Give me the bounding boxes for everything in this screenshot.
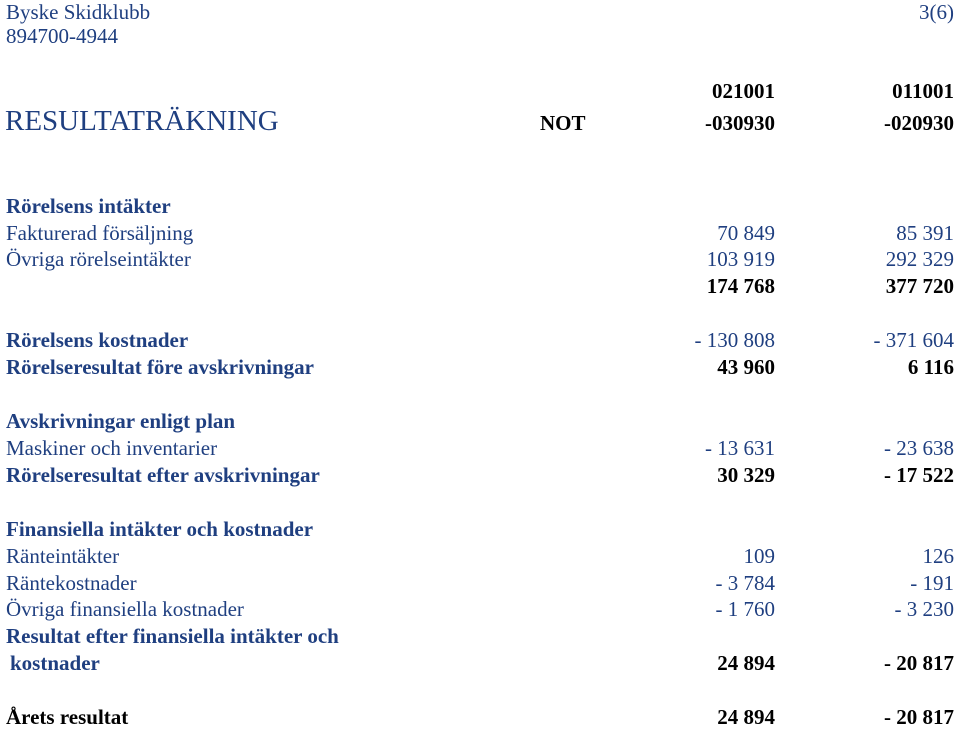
other-financial-col1: - 1 760 — [715, 597, 775, 621]
income-heading: Rörelsens intäkter — [6, 194, 171, 218]
col2-period-start: 011001 — [892, 79, 954, 103]
pre-depreciation-label: Rörelseresultat före avskrivningar — [6, 355, 314, 379]
interest-income-col1: 109 — [743, 544, 775, 568]
post-depreciation-col1: 30 329 — [717, 463, 775, 487]
not-column-header: NOT — [540, 111, 586, 135]
interest-cost-label: Räntekostnader — [6, 571, 137, 595]
year-result-label: Årets resultat — [6, 705, 129, 729]
income-total-col2: 377 720 — [885, 274, 954, 298]
org-name: Byske Skidklubb — [6, 0, 151, 24]
other-income-col1: 103 919 — [706, 247, 775, 271]
interest-cost-col2: - 191 — [910, 571, 954, 595]
other-income-label: Övriga rörelseintäkter — [6, 247, 191, 271]
depreciation-heading: Avskrivningar enligt plan — [6, 409, 236, 433]
col2-period-end: -020930 — [884, 111, 954, 135]
other-financial-col2: - 3 230 — [894, 597, 954, 621]
interest-income-col2: 126 — [922, 544, 954, 568]
pre-depreciation-col1: 43 960 — [717, 355, 775, 379]
costs-col2: - 371 604 — [873, 328, 954, 352]
pre-depreciation-col2: 6 116 — [907, 355, 954, 379]
costs-col1: - 130 808 — [694, 328, 775, 352]
post-depreciation-label: Rörelseresultat efter avskrivningar — [6, 463, 320, 487]
after-financial-col2: - 20 817 — [884, 651, 954, 675]
page-number: 3(6) — [919, 0, 954, 24]
org-number: 894700-4944 — [6, 24, 118, 48]
other-income-col2: 292 329 — [885, 247, 954, 271]
after-financial-label-line1: Resultat efter finansiella intäkter och — [6, 624, 339, 648]
after-financial-col1: 24 894 — [717, 651, 775, 675]
col1-period-end: -030930 — [705, 111, 775, 135]
costs-label: Rörelsens kostnader — [6, 328, 189, 352]
report-title: RESULTATRÄKNING — [5, 105, 279, 137]
sales-col2: 85 391 — [896, 221, 954, 245]
sales-label: Fakturerad försäljning — [6, 221, 194, 245]
year-result-col1: 24 894 — [717, 705, 775, 729]
after-financial-label-line2: kostnader — [10, 651, 100, 675]
post-depreciation-col2: - 17 522 — [884, 463, 954, 487]
machinery-label: Maskiner och inventarier — [6, 436, 218, 460]
financial-heading: Finansiella intäkter och kostnader — [6, 517, 314, 541]
machinery-col1: - 13 631 — [705, 436, 775, 460]
year-result-col2: - 20 817 — [884, 705, 954, 729]
sales-col1: 70 849 — [717, 221, 775, 245]
other-financial-label: Övriga finansiella kostnader — [6, 597, 244, 621]
interest-cost-col1: - 3 784 — [715, 571, 775, 595]
col1-period-start: 021001 — [712, 79, 775, 103]
income-total-col1: 174 768 — [706, 274, 775, 298]
machinery-col2: - 23 638 — [884, 436, 954, 460]
interest-income-label: Ränteintäkter — [6, 544, 120, 568]
